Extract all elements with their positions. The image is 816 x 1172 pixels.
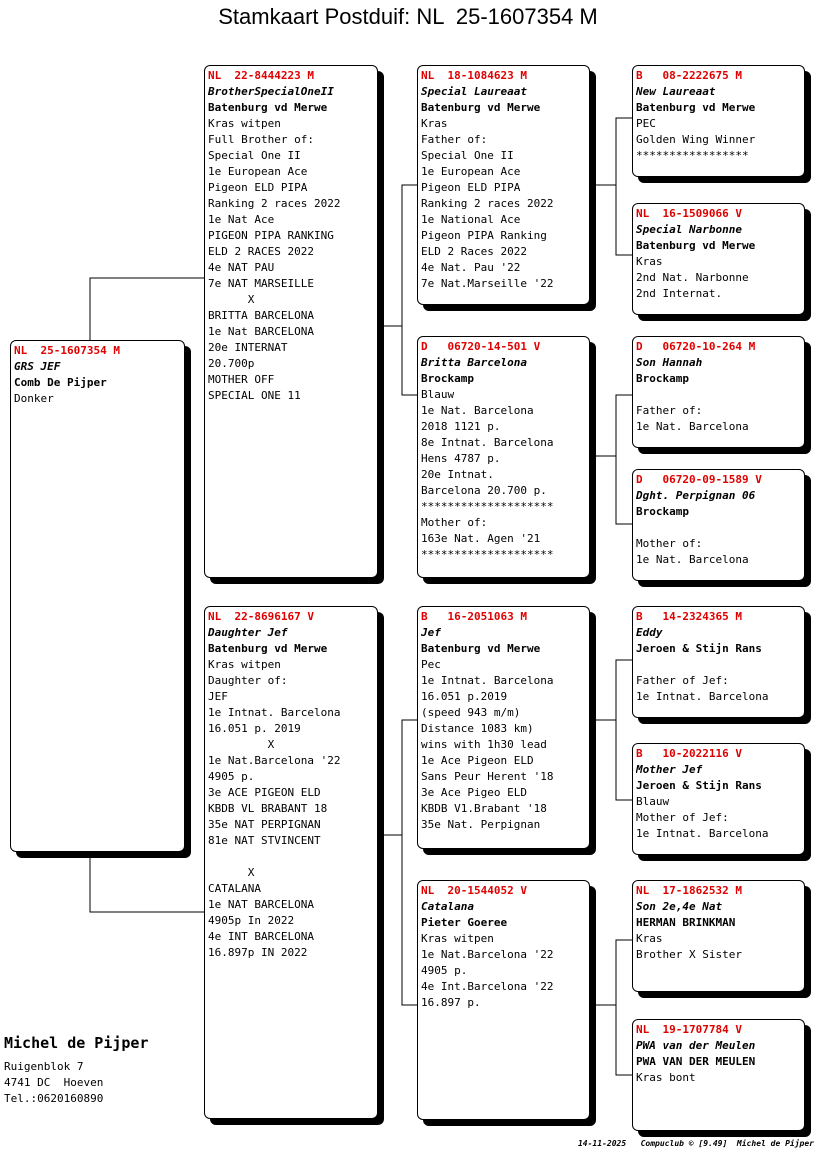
detail-line: ELD 2 Races 2022 [421,245,527,258]
breeder-name: Jeroen & Stijn Rans [636,642,762,655]
detail-line: 1e European Ace [208,165,308,178]
pigeon-name: PWA van der Meulen [636,1039,756,1052]
breeder-name: Batenburg vd Merwe [208,642,328,655]
detail-line: 4e INT BARCELONA [208,930,314,943]
pigeon-details [636,520,801,568]
detail-line: 35e NAT PERPIGNAN [208,818,321,831]
detail-line [636,520,801,536]
detail-line: 4905p In 2022 [208,914,295,927]
detail-line: Mother of: [421,516,488,529]
detail-line: KBDB VL BRABANT 18 [208,802,328,815]
detail-line: 8e Intnat. Barcelona [421,436,554,449]
ring-number: NL 16-1509066 V [636,207,742,220]
owner-phone: Tel.:0620160890 [4,1092,104,1105]
ring-number: B 08-2222675 M [636,69,742,82]
ring-number: NL 20-1544052 V [421,884,527,897]
pigeon-details [636,387,801,435]
pigeon-details [421,657,586,833]
pigeon-details [208,116,374,404]
pedigree-card-subject[interactable] [10,340,185,852]
breeder-name: Brockamp [636,505,689,518]
detail-line: Pec [421,658,441,671]
detail-line: Hens 4787 p. [421,452,501,465]
detail-line: PIGEON PIPA RANKING [208,229,334,242]
detail-line: 163e Nat. Agen '21 [421,532,541,545]
pigeon-details [421,116,586,292]
pigeon-details [14,391,181,407]
detail-line: 1e Intnat. Barcelona [636,690,769,703]
detail-line: 1e Intnat. Barcelona [421,674,554,687]
detail-line: CATALANA [208,882,261,895]
pigeon-details [636,931,801,963]
ring-number: NL 25-1607354 M [14,344,120,357]
detail-line: 1e Nat Ace [208,213,275,226]
detail-line: SPECIAL ONE 11 [208,389,301,402]
detail-line: ******************** [421,548,554,561]
pigeon-name: Catalana [421,900,474,913]
pedigree-card-dsd[interactable] [632,743,805,855]
detail-line: 2nd Nat. Narbonne [636,271,749,284]
pigeon-name: Eddy [636,626,663,639]
pedigree-card-sire-sire[interactable] [417,65,590,305]
pigeon-details [636,1070,801,1086]
pigeon-name: Jef [421,626,441,639]
breeder-name: HERMAN BRINKMAN [636,916,736,929]
detail-line: MOTHER OFF [208,373,275,386]
detail-line: Mother of: [636,537,703,550]
detail-line: 1e Nat.Barcelona '22 [421,948,554,961]
breeder-name: Batenburg vd Merwe [421,101,541,114]
detail-line: 1e European Ace [421,165,521,178]
detail-line: Pigeon PIPA Ranking [421,229,547,242]
detail-line: Mother of Jef: [636,811,729,824]
detail-line: Blauw [636,795,670,808]
detail-line: Father of: [636,404,703,417]
detail-line: Distance 1083 km) [421,722,534,735]
pigeon-name: Special Laureaat [421,85,527,98]
pedigree-card-dam-sire[interactable] [417,606,590,849]
detail-line: 4905 p. [208,770,255,783]
detail-line: 1e Nat.Barcelona '22 [208,754,341,767]
breeder-name: Batenburg vd Merwe [421,642,541,655]
pigeon-details [421,387,586,563]
detail-line: 7e Nat.Marseille '22 [421,277,554,290]
pigeon-details [421,931,586,1011]
detail-line: 16.051 p.2019 [421,690,508,703]
detail-line: 4905 p. [421,964,468,977]
detail-line: 1e Nat. Barcelona [421,404,534,417]
detail-line [636,657,801,673]
detail-line: 1e Ace Pigeon ELD [421,754,534,767]
footer-credits: 14-11-2025 Compuclub © [9.49] Michel de Pijper [577,1139,814,1148]
detail-line: X [208,866,255,879]
detail-line: BRITTA BARCELONA [208,309,314,322]
pigeon-name: Mother Jef [636,763,703,776]
detail-line: Donker [14,392,54,405]
detail-line: 20.700p [208,357,255,370]
detail-line: 3e ACE PIGEON ELD [208,786,321,799]
pedigree-card-dam-dam[interactable] [417,880,590,1120]
detail-line: 2nd Internat. [636,287,723,300]
pigeon-name: Daughter Jef [208,626,288,639]
ring-number: D 06720-09-1589 V [636,473,762,486]
pedigree-card-sire[interactable] [204,65,378,578]
detail-line: 4e NAT PAU [208,261,275,274]
detail-line: Kras witpen [208,117,281,130]
ring-number: D 06720-10-264 M [636,340,756,353]
detail-line: 16.051 p. 2019 [208,722,301,735]
breeder-name: Jeroen & Stijn Rans [636,779,762,792]
detail-line: 1e National Ace [421,213,521,226]
pedigree-card-ssd[interactable] [632,203,805,315]
detail-line: wins with 1h30 lead [421,738,547,751]
detail-line: PEC [636,117,656,130]
detail-line: X [208,738,275,751]
breeder-name: Batenburg vd Merwe [636,101,756,114]
detail-line [636,387,801,403]
detail-line: 16.897p IN 2022 [208,946,308,959]
detail-line: Kras [421,117,448,130]
detail-line: 16.897 p. [421,996,481,1009]
pigeon-details [208,657,374,961]
breeder-name: Brockamp [636,372,689,385]
pigeon-name: Son 2e,4e Nat [636,900,723,913]
ring-number: NL 19-1707784 V [636,1023,742,1036]
pigeon-name: Dght. Perpignan 06 [636,489,756,502]
detail-line: 3e Ace Pigeo ELD [421,786,527,799]
breeder-name: PWA VAN DER MEULEN [636,1055,756,1068]
owner-name: Michel de Pijper [4,1034,149,1052]
detail-line: 7e NAT MARSEILLE [208,277,314,290]
detail-line: 20e Intnat. [421,468,494,481]
detail-line: X [208,293,255,306]
owner-city: 4741 DC Hoeven [4,1076,104,1089]
pigeon-details [636,116,801,164]
detail-line: Kras witpen [421,932,494,945]
ring-number: B 16-2051063 M [421,610,527,623]
detail-line: Kras [636,255,663,268]
detail-line: 1e Nat BARCELONA [208,325,314,338]
detail-line: 1e Nat. Barcelona [636,420,749,433]
pigeon-name: New Laureaat [636,85,716,98]
detail-line: Blauw [421,388,455,401]
detail-line: JEF [208,690,228,703]
detail-line: 1e Intnat. Barcelona [208,706,341,719]
detail-line: 4e Nat. Pau '22 [421,261,521,274]
breeder-name: Batenburg vd Merwe [636,239,756,252]
pedigree-card-sss[interactable] [632,65,805,177]
ring-number: NL 17-1862532 M [636,884,742,897]
pigeon-details [636,657,801,705]
page-title: Stamkaart Postduif: NL 25-1607354 M [218,4,598,29]
detail-line: ELD 2 RACES 2022 [208,245,314,258]
pigeon-name: Special Narbonne [636,223,742,236]
detail-line: 1e Intnat. Barcelona [636,827,769,840]
detail-line: 35e Nat. Perpignan [421,818,541,831]
pigeon-details [636,794,801,842]
detail-line: Pigeon ELD PIPA [208,181,308,194]
detail-line: Sans Peur Herent '18 [421,770,554,783]
pedigree-card-sdd[interactable] [632,469,805,581]
detail-line: (speed 943 m/m) [421,706,521,719]
detail-line: 1e NAT BARCELONA [208,898,314,911]
detail-line: Special One II [208,149,301,162]
breeder-name: Brockamp [421,372,474,385]
detail-line: Ranking 2 races 2022 [208,197,341,210]
detail-line: 81e NAT STVINCENT [208,834,321,847]
pigeon-details [636,254,801,302]
detail-line: Brother X Sister [636,948,742,961]
detail-line: KBDB V1.Brabant '18 [421,802,547,815]
owner-address: Ruigenblok 7 [4,1060,84,1073]
detail-line: Special One II [421,149,514,162]
detail-line: Kras [636,932,663,945]
pigeon-name: BrotherSpecialOneII [208,85,334,98]
detail-line: ******************** [421,500,554,513]
detail-line: Kras bont [636,1071,696,1084]
detail-line: Ranking 2 races 2022 [421,197,554,210]
detail-line: Golden Wing Winner [636,133,756,146]
ring-number: D 06720-14-501 V [421,340,541,353]
detail-line: Barcelona 20.700 p. [421,484,547,497]
detail-line: Kras witpen [208,658,281,671]
pedigree-card-sds[interactable] [632,336,805,448]
ring-number: B 10-2022116 V [636,747,742,760]
pigeon-name: Britta Barcelona [421,356,527,369]
pigeon-name: Son Hannah [636,356,703,369]
breeder-name: Comb De Pijper [14,376,107,389]
detail-line: Father of Jef: [636,674,729,687]
detail-line: 1e Nat. Barcelona [636,553,749,566]
pigeon-name: GRS JEF [14,360,61,373]
pedigree-card-dds[interactable] [632,880,805,992]
ring-number: NL 22-8444223 M [208,69,314,82]
ring-number: NL 18-1084623 M [421,69,527,82]
detail-line: 20e INTERNAT [208,341,288,354]
detail-line: ***************** [636,149,749,162]
pedigree-card-dss[interactable] [632,606,805,718]
ring-number: NL 22-8696167 V [208,610,314,623]
detail-line: 2018 1121 p. [421,420,501,433]
detail-line: Daughter of: [208,674,288,687]
detail-line: Father of: [421,133,488,146]
breeder-name: Pieter Goeree [421,916,508,929]
pedigree-card-dam[interactable] [204,606,378,1119]
detail-line [208,849,374,865]
detail-line: Full Brother of: [208,133,314,146]
detail-line: 4e Int.Barcelona '22 [421,980,554,993]
detail-line: Pigeon ELD PIPA [421,181,521,194]
pedigree-card-sire-dam[interactable] [417,336,590,578]
ring-number: B 14-2324365 M [636,610,742,623]
pedigree-card-ddd[interactable] [632,1019,805,1131]
breeder-name: Batenburg vd Merwe [208,101,328,114]
